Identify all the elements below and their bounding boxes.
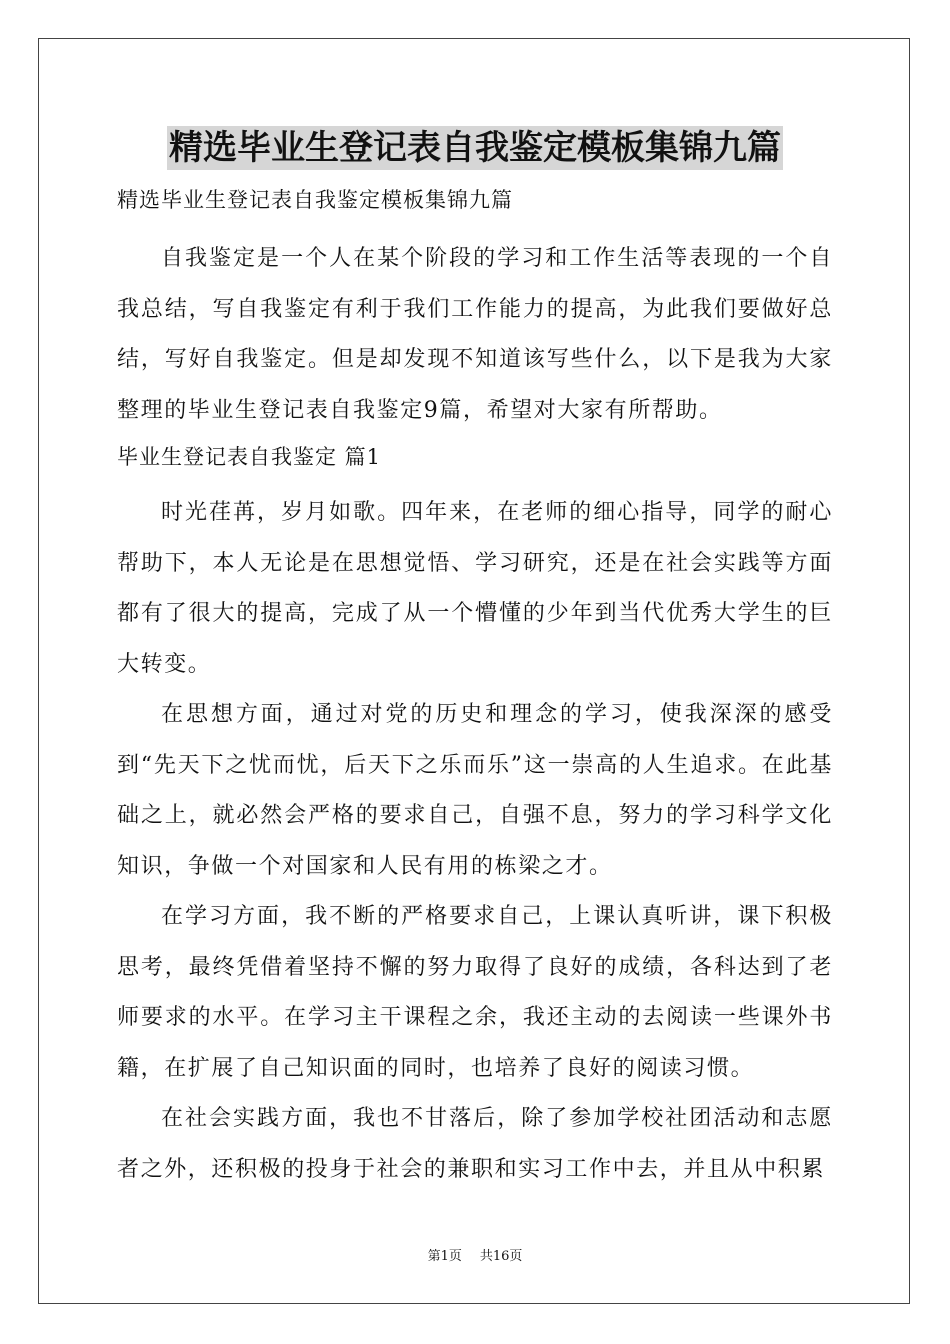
section-heading: 毕业生登记表自我鉴定 篇1 [117, 445, 382, 469]
page-total: 共16页 [479, 1249, 523, 1264]
document-subtitle: 精选毕业生登记表自我鉴定模板集锦九篇 [117, 188, 513, 212]
intro-paragraph: 自我鉴定是一个人在某个阶段的学习和工作生活等表现的一个自我总结，写自我鉴定有利于我们工作能力的提高，为此我们要做好总结，写好自我鉴定。但是却发现不知道该写些什么，以下是我为大家整理的毕业生登记表自我鉴定9篇，希望对大家有所帮助。 [117, 246, 833, 423]
body-paragraph-3: 在学习方面，我不断的严格要求自己，上课认真听讲，课下积极思考，最终凭借着坚持不懈的努力取得了良好的成绩，各科达到了老师要求的水平。在学习主干课程之余，我还主动的去阅读一些课外书籍，在扩展了自己知识面的同时，也培养了良好的阅读习惯。 [117, 904, 833, 1081]
page-footer [0, 1248, 950, 1266]
page-number: 第1页 [427, 1249, 462, 1264]
title-container [0, 126, 950, 170]
document-title: 精选毕业生登记表自我鉴定模板集锦九篇 [169, 128, 781, 168]
document-body [117, 182, 833, 1195]
body-paragraph-4: 在社会实践方面，我也不甘落后，除了参加学校社团活动和志愿者之外，还积极的投身于社会的兼职和实习工作中去，并且从中积累 [117, 1106, 833, 1182]
body-paragraph-1: 时光荏苒，岁月如歌。四年来，在老师的细心指导，同学的耐心帮助下，本人无论是在思想觉悟、学习研究，还是在社会实践等方面都有了很大的提高，完成了从一个懵懂的少年到当代优秀大学生的巨大转变。 [117, 500, 833, 677]
body-paragraph-2: 在思想方面，通过对党的历史和理念的学习，使我深深的感受到“先天下之忧而忧，后天下之乐而乐”这一崇高的人生追求。在此基础之上，就必然会严格的要求自己，自强不息，努力的学习科学文化知识，争做一个对国家和人民有用的栋梁之才。 [117, 702, 833, 879]
